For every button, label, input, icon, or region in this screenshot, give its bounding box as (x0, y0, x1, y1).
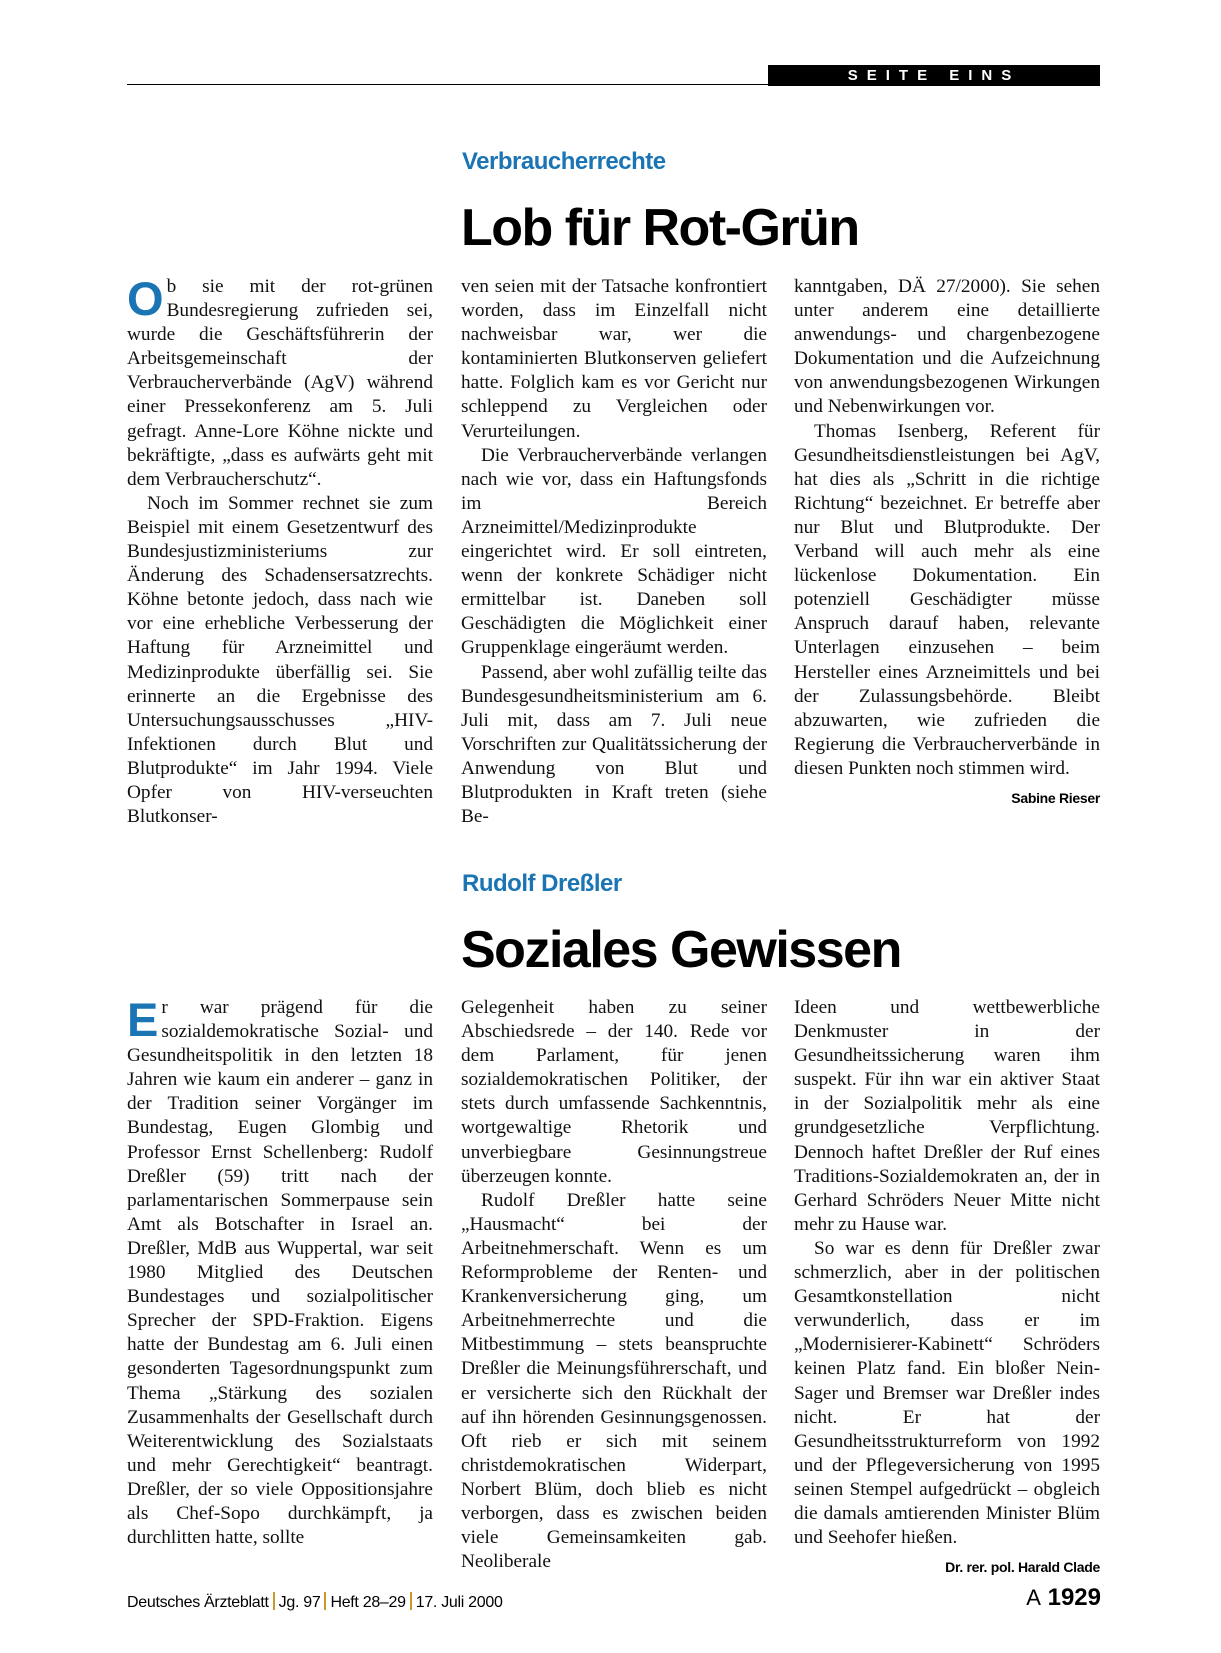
article2-paragraph: Gelegenheit haben zu seiner Abschiedsrede – der 140. Rede vor dem Parlament, für jenen sozialdemokratischen Politiker, der stets durch umfassende Sachkenntnis, wortgewaltige Rhetorik und unverbiegbare Gesinnungstreue überzeugen konnte. (461, 997, 767, 1187)
article2-dropcap: E (127, 993, 159, 1046)
article1-paragraph: ven seien mit der Tatsache konfrontiert worden, dass im Einzelfall nicht nachweisbar war, wer die kontaminierten Blutkonserven geliefert hatte. Folglich kam es vor Gericht nur schleppend zu Vergleichen oder Verurteilungen. (461, 276, 767, 442)
divider (273, 1592, 275, 1610)
article1-dropcap: O (127, 272, 164, 325)
article1-paragraph: Thomas Isenberg, Referent für Gesundheitsdienstleistungen bei AgV, hat dies als „Schritt in die richtige Richtung“ bezeichnet. Er betreffe aber nur Blut und Blutprodukte. Der Verband will auch mehr als eine lückenlose Dokumentation. Ein potenziell Geschädigter müsse Anspruch darauf haben, relevante Unterlagen einzusehen – beim Hersteller eines Arzneimittels und bei der Zulassungsbehörde. Bleibt abzuwarten, wie zufrieden die Regierung die Verbraucherverbände in diesen Punkten noch stimmen wird. (794, 420, 1100, 779)
article2-paragraph: r war prägend für die sozialdemokratische Sozial- und Gesundheitspolitik in den letzten 18 Jahren wie kaum ein anderer – ganz in der Tradition seiner Vorgänger im Bundestag, Eugen Glombig und Professor Ernst Schellenberg: Rudolf Dreßler (59) tritt nach der parlamentarischen Sommerpause sein Amt als Botschafter in Israel an. Dreßler, MdB aus Wuppertal, war seit 1980 Mitglied des Deutschen Bundestages und sozialpolitischer Sprecher der SPD-Fraktion. Eigens hatte der Bundestag am 6. Juli einen gesonderten Tagesordnungspunkt zum Thema „Stärkung des sozialen Zusammenhalts der Gesellschaft durch Weiterentwicklung des Sozialstaats und mehr Gerechtigkeit“ beantragt. Dreßler, der so viele Oppositionsjahre als Chef-Sopo durchkämpft, ja durchlitten hatte, sollte (127, 997, 433, 1549)
page-prefix: A (1026, 1585, 1041, 1610)
article2-column-1 (127, 993, 433, 1550)
footer-citation (127, 1592, 503, 1612)
article2-author: Dr. rer. pol. Harald Clade (945, 1559, 1100, 1576)
article1-author: Sabine Rieser (1011, 789, 1100, 806)
article1-headline: Lob für Rot-Grün (461, 199, 859, 257)
article1-paragraph: b sie mit der rot-grünen Bundesregierung zufrieden sei, wurde die Geschäftsführerin der Arbeitsgemeinschaft der Verbraucherverbände (AgV) während einer Pressekonferenz am 5. Juli gefragt. Anne-Lore Köhne nickte und bekräftigte, „dass es aufwärts geht mit dem Verbraucherschutz“. (127, 276, 433, 490)
page-number (1026, 1584, 1101, 1612)
issue-date: 17. Juli 2000 (415, 1594, 503, 1611)
page-number-value: 1929 (1047, 1584, 1101, 1611)
section-tag: SEITE EINS (768, 65, 1100, 86)
article2-column-2 (461, 996, 767, 1574)
article1-paragraph: Noch im Sommer rechnet sie zum Beispiel mit einem Gesetzentwurf des Bundesjustizministeriums zur Änderung des Schadensersatzrechts. Köhne betonte jedoch, dass nach wie vor eine erhebliche Verbesserung der Haftung für Arzneimittel und Medizinprodukte überfällig sei. Sie erinnerte an die Ergebnisse des Untersuchungsausschusses „HIV-Infektionen durch Blut und Blutprodukte“ im Jahr 1994. Viele Opfer von HIV-verseuchten Blutkonser- (127, 492, 433, 828)
article1-kicker: Verbraucherrechte (462, 148, 666, 175)
article2-column-3 (794, 996, 1100, 1579)
volume: Jg. 97 (278, 1594, 321, 1611)
article1-paragraph: kanntgaben, DÄ 27/2000). Sie sehen unter anderem eine detaillierte anwendungs- und chargenbezogene Dokumentation und die Aufzeichnung von anwendungsbezogenen Wirkungen und Nebenwirkungen vor. (794, 276, 1100, 418)
article2-paragraph: Ideen und wettbewerbliche Denkmuster in der Gesundheitssicherung waren ihm suspekt. Für ihn war ein aktiver Staat in der Sozialpolitik mehr als eine grundgesetzliche Verpflichtung. Dennoch haftet Dreßler der Ruf eines Traditions-Sozialdemokraten an, der in Gerhard Schröders Neuer Mitte nicht mehr zu Hause war. (794, 997, 1100, 1235)
article2-paragraph: Rudolf Dreßler hatte seine „Hausmacht“ bei der Arbeitnehmerschaft. Wenn es um Reformprobleme der Renten- und Krankenversicherung ging, um Arbeitnehmerrechte und die Mitbestimmung – stets beanspruchte Dreßler die Meinungsführerschaft, und er versicherte sich den Rückhalt der auf ihn hörenden Gesinnungsgenossen. Oft rieb er sich mit seinem christdemokratischen Widerpart, Norbert Blüm, doch blieb es nicht verborgen, dass es zwischen beiden viele Gemeinsamkeiten gab. Neoliberale (461, 1189, 767, 1573)
article1-column-3 (794, 275, 1100, 810)
article2-kicker: Rudolf Dreßler (462, 870, 622, 897)
journal-name: Deutsches Ärzteblatt (127, 1594, 269, 1611)
divider (324, 1592, 326, 1610)
article1-column-1 (127, 272, 433, 829)
divider (410, 1592, 412, 1610)
article2-paragraph: So war es denn für Dreßler zwar schmerzlich, aber in der politischen Gesamtkonstellation nicht verwunderlich, dass er im „Modernisierer-Kabinett“ Schröders keinen Platz fand. Ein bloßer Nein-Sager und Bremser war Dreßler indes nicht. Er hat der Gesundheitsstrukturreform von 1992 und der Pflegeversicherung von 1995 seinen Stempel aufgedrückt – obgleich die damals amtierenden Minister Blüm und Seehofer hießen. (794, 1237, 1100, 1549)
article1-paragraph: Passend, aber wohl zufällig teilte das Bundesgesundheitsministerium am 6. Juli mit, dass am 7. Juli neue Vorschriften zur Qualitätssicherung der Anwendung von Blut und Blutprodukten in Kraft treten (siehe Be- (461, 661, 767, 828)
article1-paragraph: Die Verbraucherverbände verlangen nach wie vor, dass ein Haftungsfonds im Bereich Arzneimittel/Medizinprodukte eingerichtet wird. Er soll eintreten, wenn der konkrete Schädiger nicht ermittelbar ist. Daneben soll Geschädigten die Möglichkeit einer Gruppenklage eingeräumt werden. (461, 444, 767, 659)
top-rule (127, 84, 769, 85)
issue: Heft 28–29 (330, 1594, 406, 1611)
article1-column-2 (461, 275, 767, 829)
article2-headline: Soziales Gewissen (461, 921, 901, 979)
